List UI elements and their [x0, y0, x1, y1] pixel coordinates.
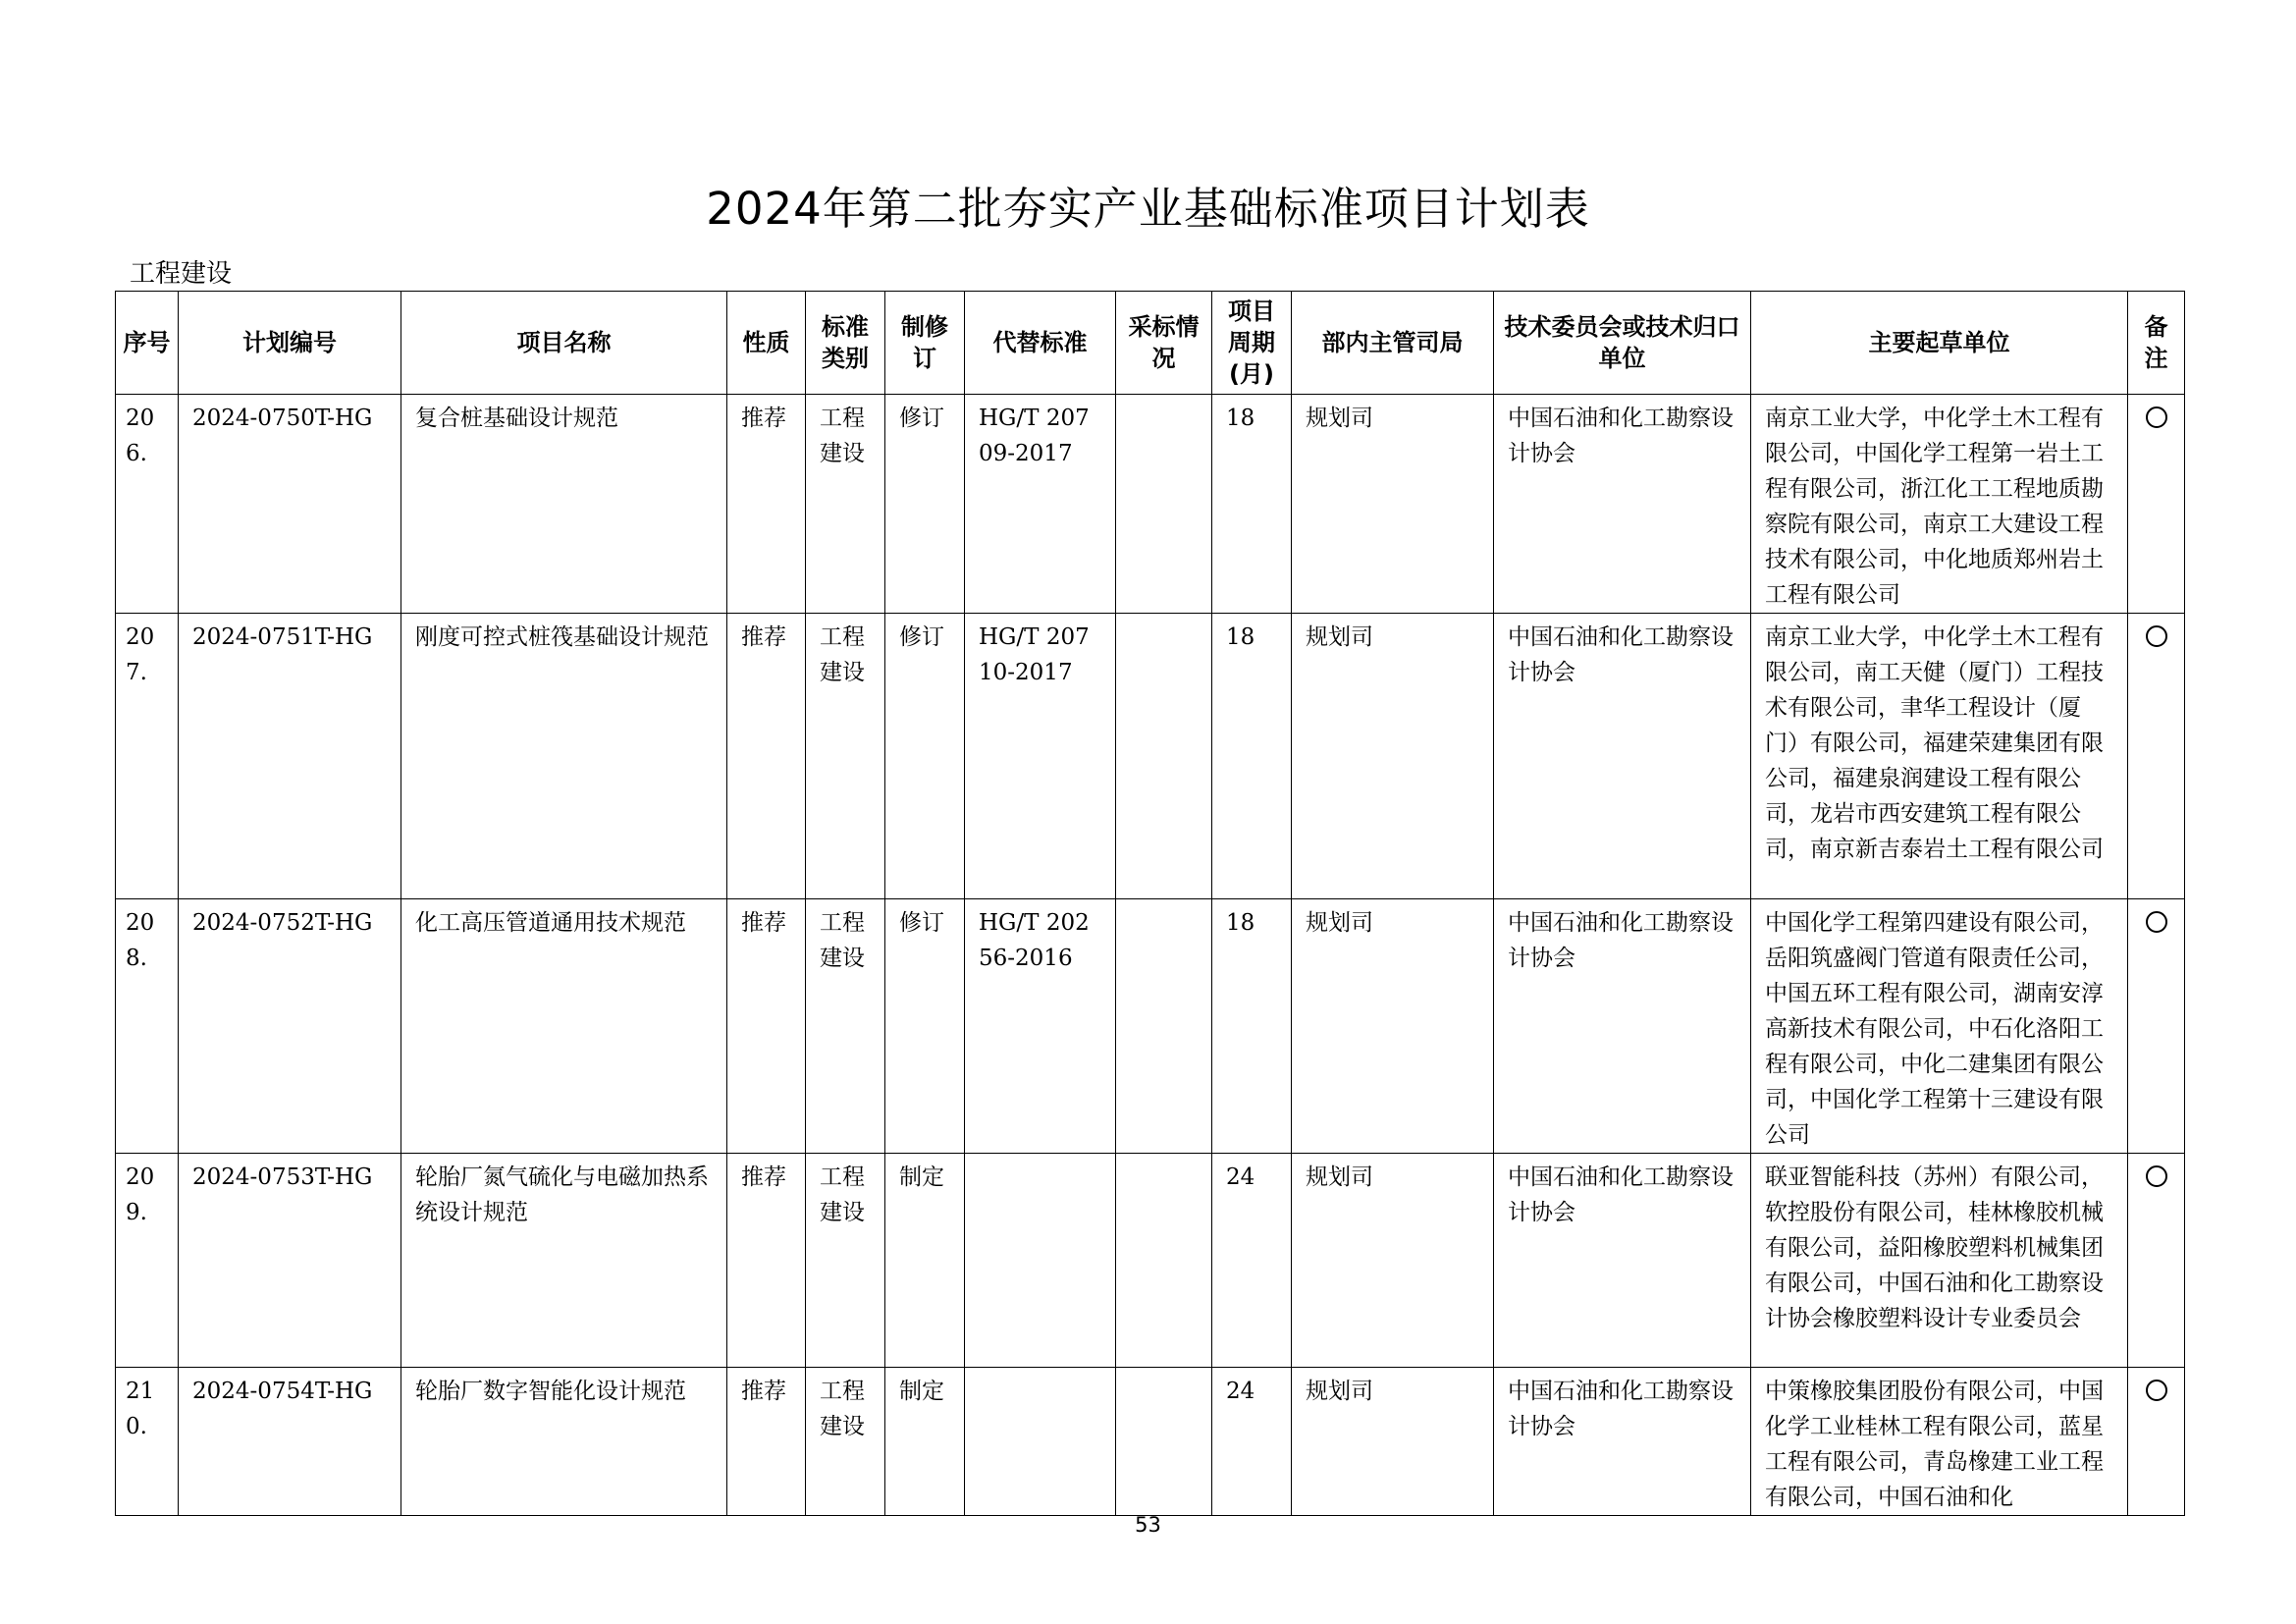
cell-name: 化工高压管道通用技术规范 — [401, 899, 727, 1154]
cell-revision: 制定 — [885, 1154, 965, 1368]
cell-committee: 中国石油和化工勘察设计协会 — [1494, 899, 1751, 1154]
table-row — [116, 1154, 2185, 1368]
cell-dept: 规划司 — [1292, 899, 1494, 1154]
cell-drafters: 南京工业大学，中化学土木工程有限公司，中国化学工程第一岩土工程有限公司，浙江化工工程地质勘察院有限公司，南京工大建设工程技术有限公司，中化地质郑州岩土工程有限公司 — [1751, 395, 2128, 614]
cell-nature: 推荐 — [727, 395, 806, 614]
cell-name: 复合桩基础设计规范 — [401, 395, 727, 614]
standards-plan-table — [115, 291, 2185, 1516]
cell-name: 轮胎厂数字智能化设计规范 — [401, 1368, 727, 1516]
header-replaced: 代替标准 — [965, 292, 1116, 395]
header-adoption: 采标情况 — [1116, 292, 1212, 395]
header-remark: 备注 — [2128, 292, 2185, 395]
cell-seq: 208. — [116, 899, 179, 1154]
cell-cycle: 18 — [1212, 395, 1292, 614]
cell-cycle: 24 — [1212, 1154, 1292, 1368]
cell-dept: 规划司 — [1292, 614, 1494, 899]
cell-cycle: 18 — [1212, 899, 1292, 1154]
cell-drafters: 联亚智能科技（苏州）有限公司，软控股份有限公司，桂林橡胶机械有限公司，益阳橡胶塑料机械集团有限公司，中国石油和化工勘察设计协会橡胶塑料设计专业委员会 — [1751, 1154, 2128, 1368]
cell-seq: 209. — [116, 1154, 179, 1368]
cell-dept: 规划司 — [1292, 395, 1494, 614]
cell-revision: 修订 — [885, 899, 965, 1154]
cell-seq: 210. — [116, 1368, 179, 1516]
cell-revision: 修订 — [885, 614, 965, 899]
cell-dept: 规划司 — [1292, 1368, 1494, 1516]
table-row — [116, 1368, 2185, 1516]
cell-replaced: HG/T 20256-2016 — [965, 899, 1116, 1154]
cell-adoption — [1116, 899, 1212, 1154]
cell-revision: 制定 — [885, 1368, 965, 1516]
cell-nature: 推荐 — [727, 1154, 806, 1368]
cell-committee: 中国石油和化工勘察设计协会 — [1494, 1154, 1751, 1368]
header-cycle: 项目周期(月) — [1212, 292, 1292, 395]
cell-nature: 推荐 — [727, 614, 806, 899]
cell-cycle: 24 — [1212, 1368, 1292, 1516]
cell-plan-no: 2024-0751T-HG — [179, 614, 401, 899]
cell-committee: 中国石油和化工勘察设计协会 — [1494, 1368, 1751, 1516]
circle-mark-icon — [2146, 1165, 2167, 1187]
cell-replaced — [965, 1154, 1116, 1368]
cell-replaced — [965, 1368, 1116, 1516]
cell-std-type: 工程建设 — [806, 614, 885, 899]
cell-drafters: 中国化学工程第四建设有限公司，岳阳筑盛阀门管道有限责任公司，中国五环工程有限公司，湖南安淳高新技术有限公司，中石化洛阳工程有限公司，中化二建集团有限公司，中国化学工程第十三建设有限公司 — [1751, 899, 2128, 1154]
cell-name: 刚度可控式桩筏基础设计规范 — [401, 614, 727, 899]
circle-mark-icon — [2146, 911, 2167, 933]
cell-std-type: 工程建设 — [806, 899, 885, 1154]
cell-remark — [2128, 1368, 2185, 1516]
cell-adoption — [1116, 395, 1212, 614]
cell-cycle: 18 — [1212, 614, 1292, 899]
circle-mark-icon — [2146, 406, 2167, 428]
cell-dept: 规划司 — [1292, 1154, 1494, 1368]
cell-committee: 中国石油和化工勘察设计协会 — [1494, 614, 1751, 899]
header-std-type: 标准类别 — [806, 292, 885, 395]
circle-mark-icon — [2146, 1380, 2167, 1401]
cell-remark — [2128, 899, 2185, 1154]
category-label: 工程建设 — [130, 259, 233, 289]
cell-plan-no: 2024-0750T-HG — [179, 395, 401, 614]
table-row — [116, 614, 2185, 899]
cell-adoption — [1116, 614, 1212, 899]
header-nature: 性质 — [727, 292, 806, 395]
header-committee: 技术委员会或技术归口单位 — [1494, 292, 1751, 395]
header-drafters: 主要起草单位 — [1751, 292, 2128, 395]
cell-drafters: 南京工业大学，中化学土木工程有限公司，南工天健（厦门）工程技术有限公司，聿华工程设计（厦门）有限公司，福建荣建集团有限公司，福建泉润建设工程有限公司，龙岩市西安建筑工程有限公司，南京新吉泰岩土工程有限公司 — [1751, 614, 2128, 899]
cell-replaced: HG/T 20710-2017 — [965, 614, 1116, 899]
cell-nature: 推荐 — [727, 1368, 806, 1516]
header-name: 项目名称 — [401, 292, 727, 395]
cell-name: 轮胎厂氮气硫化与电磁加热系统设计规范 — [401, 1154, 727, 1368]
cell-seq: 207. — [116, 614, 179, 899]
cell-std-type: 工程建设 — [806, 1368, 885, 1516]
cell-remark — [2128, 1154, 2185, 1368]
cell-std-type: 工程建设 — [806, 395, 885, 614]
header-dept: 部内主管司局 — [1292, 292, 1494, 395]
header-revision: 制修订 — [885, 292, 965, 395]
header-plan-no: 计划编号 — [179, 292, 401, 395]
table-row — [116, 395, 2185, 614]
cell-committee: 中国石油和化工勘察设计协会 — [1494, 395, 1751, 614]
table-row — [116, 899, 2185, 1154]
page-title: 2024年第二批夯实产业基础标准项目计划表 — [706, 183, 1590, 235]
cell-plan-no: 2024-0754T-HG — [179, 1368, 401, 1516]
cell-replaced: HG/T 20709-2017 — [965, 395, 1116, 614]
cell-remark — [2128, 395, 2185, 614]
circle-mark-icon — [2146, 625, 2167, 647]
header-seq: 序号 — [116, 292, 179, 395]
table-header-row — [116, 292, 2185, 395]
cell-seq: 206. — [116, 395, 179, 614]
cell-std-type: 工程建设 — [806, 1154, 885, 1368]
cell-remark — [2128, 614, 2185, 899]
cell-nature: 推荐 — [727, 899, 806, 1154]
cell-drafters: 中策橡胶集团股份有限公司，中国化学工业桂林工程有限公司，蓝星工程有限公司，青岛橡建工业工程有限公司，中国石油和化 — [1751, 1368, 2128, 1516]
cell-revision: 修订 — [885, 395, 965, 614]
cell-plan-no: 2024-0752T-HG — [179, 899, 401, 1154]
page-number: 53 — [1135, 1513, 1161, 1537]
cell-plan-no: 2024-0753T-HG — [179, 1154, 401, 1368]
cell-adoption — [1116, 1154, 1212, 1368]
cell-adoption — [1116, 1368, 1212, 1516]
